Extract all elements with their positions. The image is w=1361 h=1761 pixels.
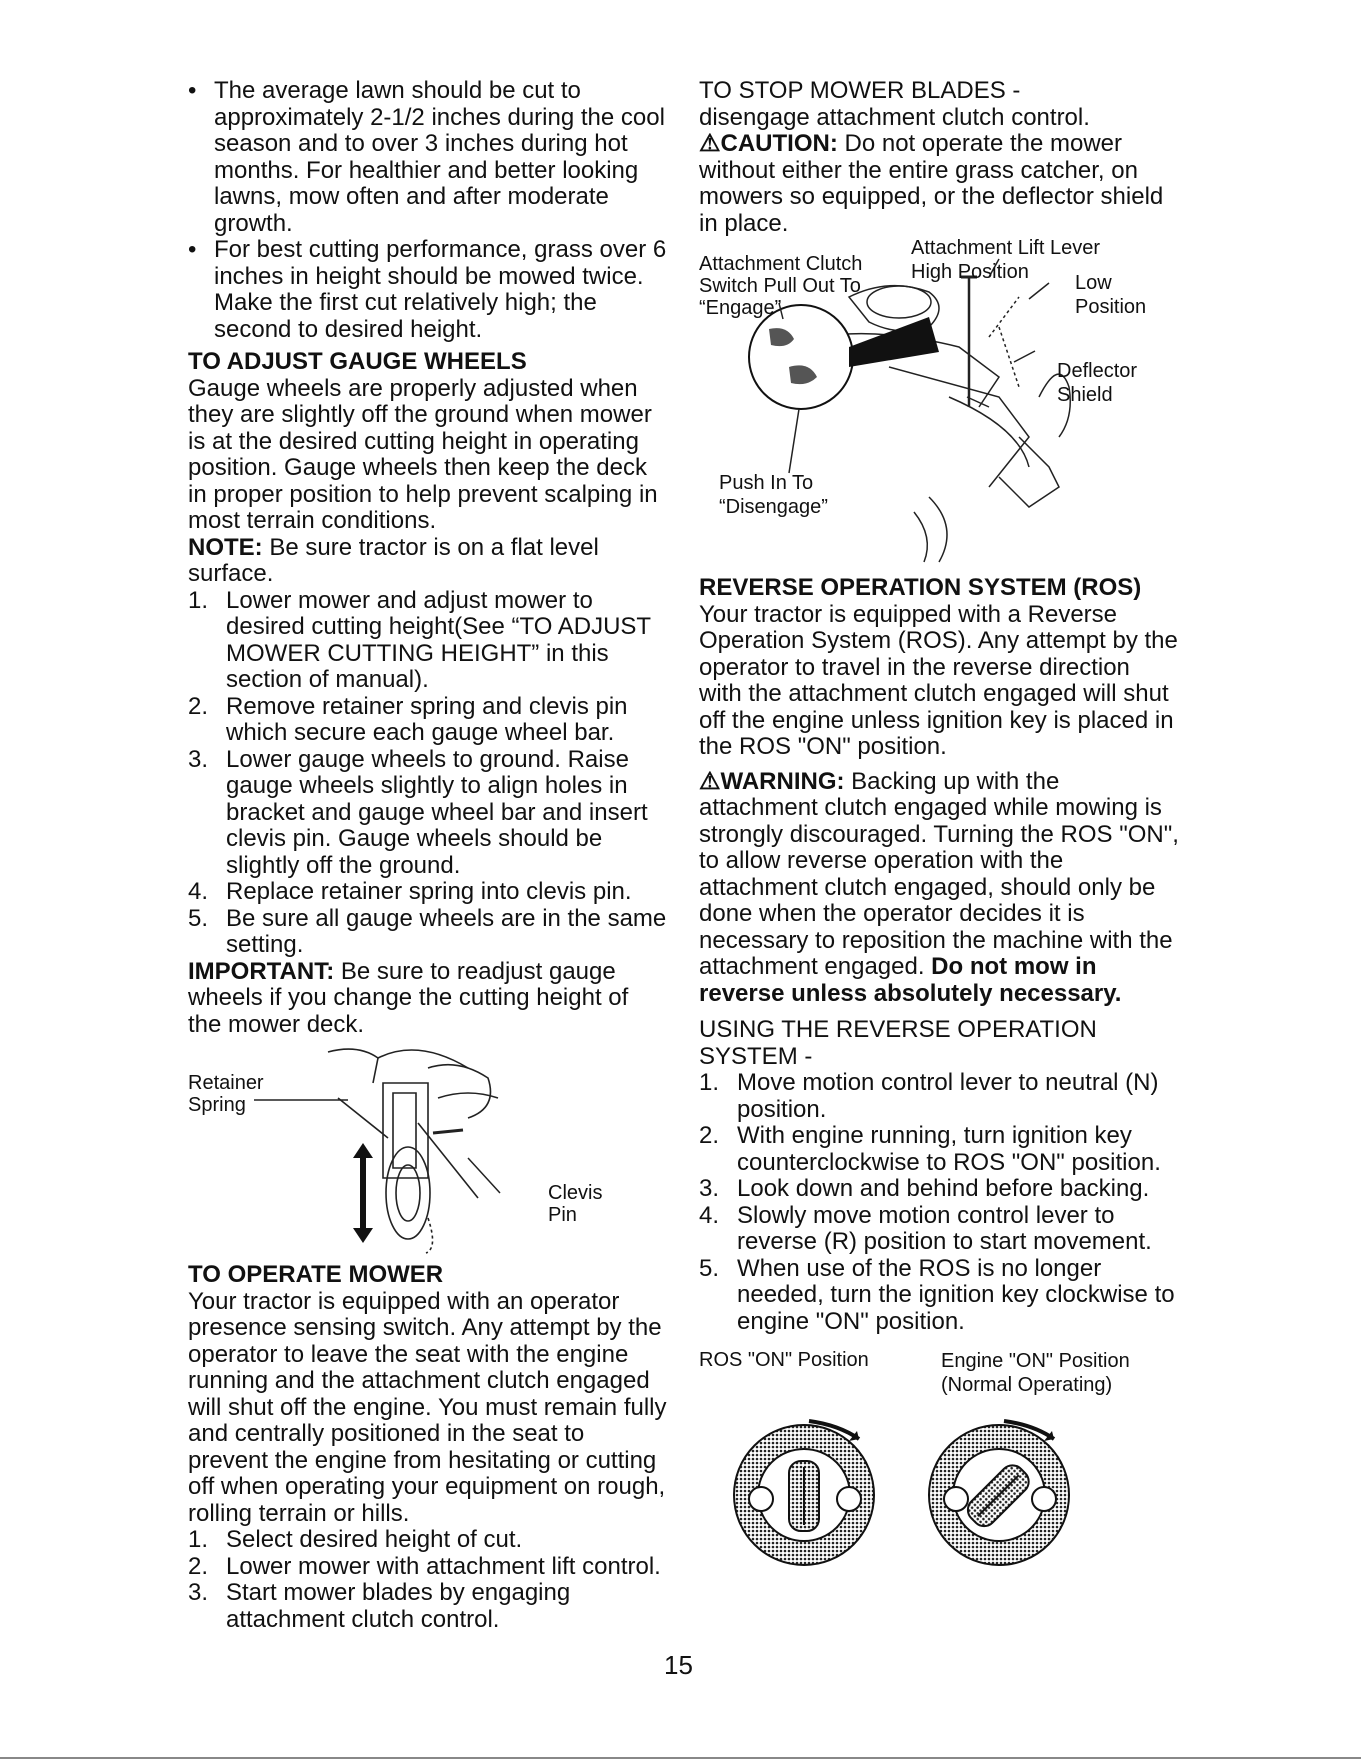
operate-mower-heading: TO OPERATE MOWER bbox=[188, 1261, 444, 1288]
step-text: Look down and behind before backing. bbox=[737, 1175, 1150, 1202]
caution-icon: ⚠ bbox=[699, 130, 721, 157]
list-item bbox=[188, 879, 668, 906]
operate-mower-paragraph: Your tractor is equipped with an operator presence sensing switch. Any attempt by the operator to leave the seat with the engine running and the attachment clutch engaged will shut off the engine. You must remain fully and centrally positioned in the seat to prevent the engine from hesitating or cutting off when operating your equipment on rough, rolling terrain or hills. bbox=[188, 1287, 667, 1527]
clevis-pin-label: Clevis Pin bbox=[548, 1182, 603, 1226]
tractor-clutch-figure bbox=[699, 237, 1179, 569]
caution-paragraph bbox=[699, 131, 1179, 237]
gauge-wheels-steps bbox=[188, 588, 668, 959]
step-number: 2. bbox=[188, 1552, 209, 1580]
important-label: IMPORTANT: bbox=[188, 957, 335, 985]
ros-heading: REVERSE OPERATION SYSTEM (ROS) bbox=[699, 574, 1142, 601]
step-text: Start mower blades by engaging attachment clutch control. bbox=[226, 1579, 571, 1633]
list-item bbox=[188, 588, 668, 694]
step-number: 4. bbox=[699, 1201, 720, 1229]
high-position-label: High Position bbox=[911, 261, 1029, 283]
step-text: Replace retainer spring into clevis pin. bbox=[226, 878, 632, 905]
using-ros-steps bbox=[699, 1070, 1179, 1335]
step-number: 3. bbox=[188, 745, 209, 773]
list-item bbox=[699, 1203, 1179, 1256]
stop-blades-text: disengage attachment clutch control. bbox=[699, 103, 1090, 131]
list-item bbox=[188, 747, 668, 880]
step-number: 3. bbox=[188, 1579, 209, 1606]
step-text: With engine running, turn ignition key counterclockwise to ROS "ON" position. bbox=[737, 1122, 1161, 1176]
step-number: 1. bbox=[188, 586, 209, 614]
step-number: 3. bbox=[699, 1175, 720, 1202]
deflector-shield-label: Deflector Shield bbox=[1057, 360, 1138, 406]
list-item: • The average lawn should be cut to approximately 2-1/2 inches during the cool season and to over 3 inches during hot months. For healthier and better looking lawns, mow often and after moderate growth. bbox=[188, 78, 668, 237]
step-number: 5. bbox=[699, 1254, 720, 1282]
step-text: Slowly move motion control lever to reverse (R) position to start movement. bbox=[737, 1201, 1152, 1255]
step-text: Lower mower with attachment lift control. bbox=[226, 1552, 661, 1580]
list-item bbox=[188, 1580, 668, 1633]
note-paragraph bbox=[188, 535, 668, 588]
push-in-label: Push In To “Disengage” bbox=[719, 472, 828, 518]
step-text: Lower mower and adjust mower to desired cutting height(See “TO ADJUST MOWER CUTTING HEIGHT” in this section of manual). bbox=[226, 586, 651, 693]
list-item: • For best cutting performance, grass over 6 inches in height should be mowed twice. Make the first cut relatively high; the second to desired height. bbox=[188, 237, 668, 343]
list-item bbox=[188, 1527, 668, 1554]
warning-text: Backing up with the attachment clutch engaged while mowing is strongly discouraged. Turning the ROS "ON", to allow reverse operation with the attachment clutch engaged, should only be done when the operator decides it is necessary to reposition the machine with the attachment engaged. bbox=[699, 767, 1179, 980]
step-number: 5. bbox=[188, 904, 209, 932]
stop-blades-heading: TO STOP MOWER BLADES - bbox=[699, 77, 1021, 104]
warning-icon: ⚠ bbox=[699, 767, 721, 795]
step-number: 2. bbox=[699, 1122, 720, 1149]
warning-bold-text: Do not mow in reverse unless absolutely necessary. bbox=[699, 953, 1122, 1007]
page-number: 15 bbox=[664, 1650, 693, 1680]
warning-label: WARNING: bbox=[720, 767, 845, 795]
important-paragraph bbox=[188, 959, 668, 1039]
caution-label: CAUTION: bbox=[720, 130, 838, 157]
list-item bbox=[699, 1176, 1179, 1203]
page-bottom-divider bbox=[0, 1757, 1361, 1759]
list-item bbox=[699, 1256, 1179, 1336]
attachment-lift-lever-label: Attachment Lift Lever bbox=[911, 237, 1100, 259]
important-text: Be sure to readjust gauge wheels if you change the cutting height of the mower deck. bbox=[188, 957, 629, 1038]
list-item bbox=[188, 906, 668, 959]
ros-on-position-label: ROS "ON" Position bbox=[699, 1349, 869, 1371]
mowing-tips-list bbox=[188, 78, 668, 343]
step-text: Remove retainer spring and clevis pin which secure each gauge wheel bar. bbox=[226, 692, 628, 746]
step-number: 1. bbox=[188, 1526, 209, 1553]
list-item bbox=[699, 1070, 1179, 1123]
low-position-label: Low Position bbox=[1075, 272, 1147, 318]
step-number: 2. bbox=[188, 692, 209, 720]
attachment-clutch-label: Attachment Clutch Switch Pull Out To “Engage” bbox=[699, 253, 863, 319]
operate-mower-steps bbox=[188, 1527, 668, 1633]
step-number: 4. bbox=[188, 878, 209, 905]
using-ros-heading: USING THE REVERSE OPERATION SYSTEM - bbox=[699, 1016, 1097, 1070]
note-label: NOTE: bbox=[188, 533, 263, 561]
retainer-spring-label: Retainer Spring bbox=[188, 1072, 264, 1116]
gauge-wheels-paragraph: Gauge wheels are properly adjusted when they are slightly off the ground when mower is at the desired cutting height in operating position. Gauge wheels then keep the deck in proper position to help prevent scalping in most terrain conditions. bbox=[188, 374, 658, 534]
step-text: When use of the ROS is no longer needed, turn the ignition key clockwise to engine "ON" position. bbox=[737, 1254, 1175, 1335]
ros-paragraph: Your tractor is equipped with a Reverse Operation System (ROS). Any attempt by the operator to travel in the reverse direction with the attachment clutch engaged will shut off the engine unless ignition key is placed in the ROS "ON" position. bbox=[699, 600, 1178, 760]
step-text: Be sure all gauge wheels are in the same setting. bbox=[226, 904, 667, 958]
list-item bbox=[188, 1554, 668, 1581]
engine-on-position-label: Engine "ON" Position (Normal Operating) bbox=[941, 1350, 1130, 1396]
list-item bbox=[699, 1123, 1179, 1176]
gauge-wheels-heading: TO ADJUST GAUGE WHEELS bbox=[188, 348, 527, 375]
ignition-key-figure bbox=[699, 1349, 1179, 1585]
right-column bbox=[699, 78, 1179, 1585]
caution-text: Do not operate the mower without either the entire grass catcher, on mowers so equipped, or the deflector shield in place. bbox=[699, 130, 1164, 237]
left-column bbox=[188, 78, 668, 1633]
step-text: Move motion control lever to neutral (N) position. bbox=[737, 1069, 1159, 1123]
ignition-key-illustration bbox=[699, 1349, 1179, 1585]
gauge-wheel-figure bbox=[188, 1038, 668, 1256]
step-text: Select desired height of cut. bbox=[226, 1526, 523, 1553]
list-item bbox=[188, 694, 668, 747]
warning-paragraph bbox=[699, 769, 1179, 1008]
step-text: Lower gauge wheels to ground. Raise gauge wheels slightly to align holes in bracket and gauge wheel bar and insert clevis pin. Gauge wheels should be slightly off the ground. bbox=[226, 745, 648, 879]
note-text: Be sure tractor is on a flat level surface. bbox=[188, 533, 599, 587]
step-number: 1. bbox=[699, 1069, 720, 1096]
